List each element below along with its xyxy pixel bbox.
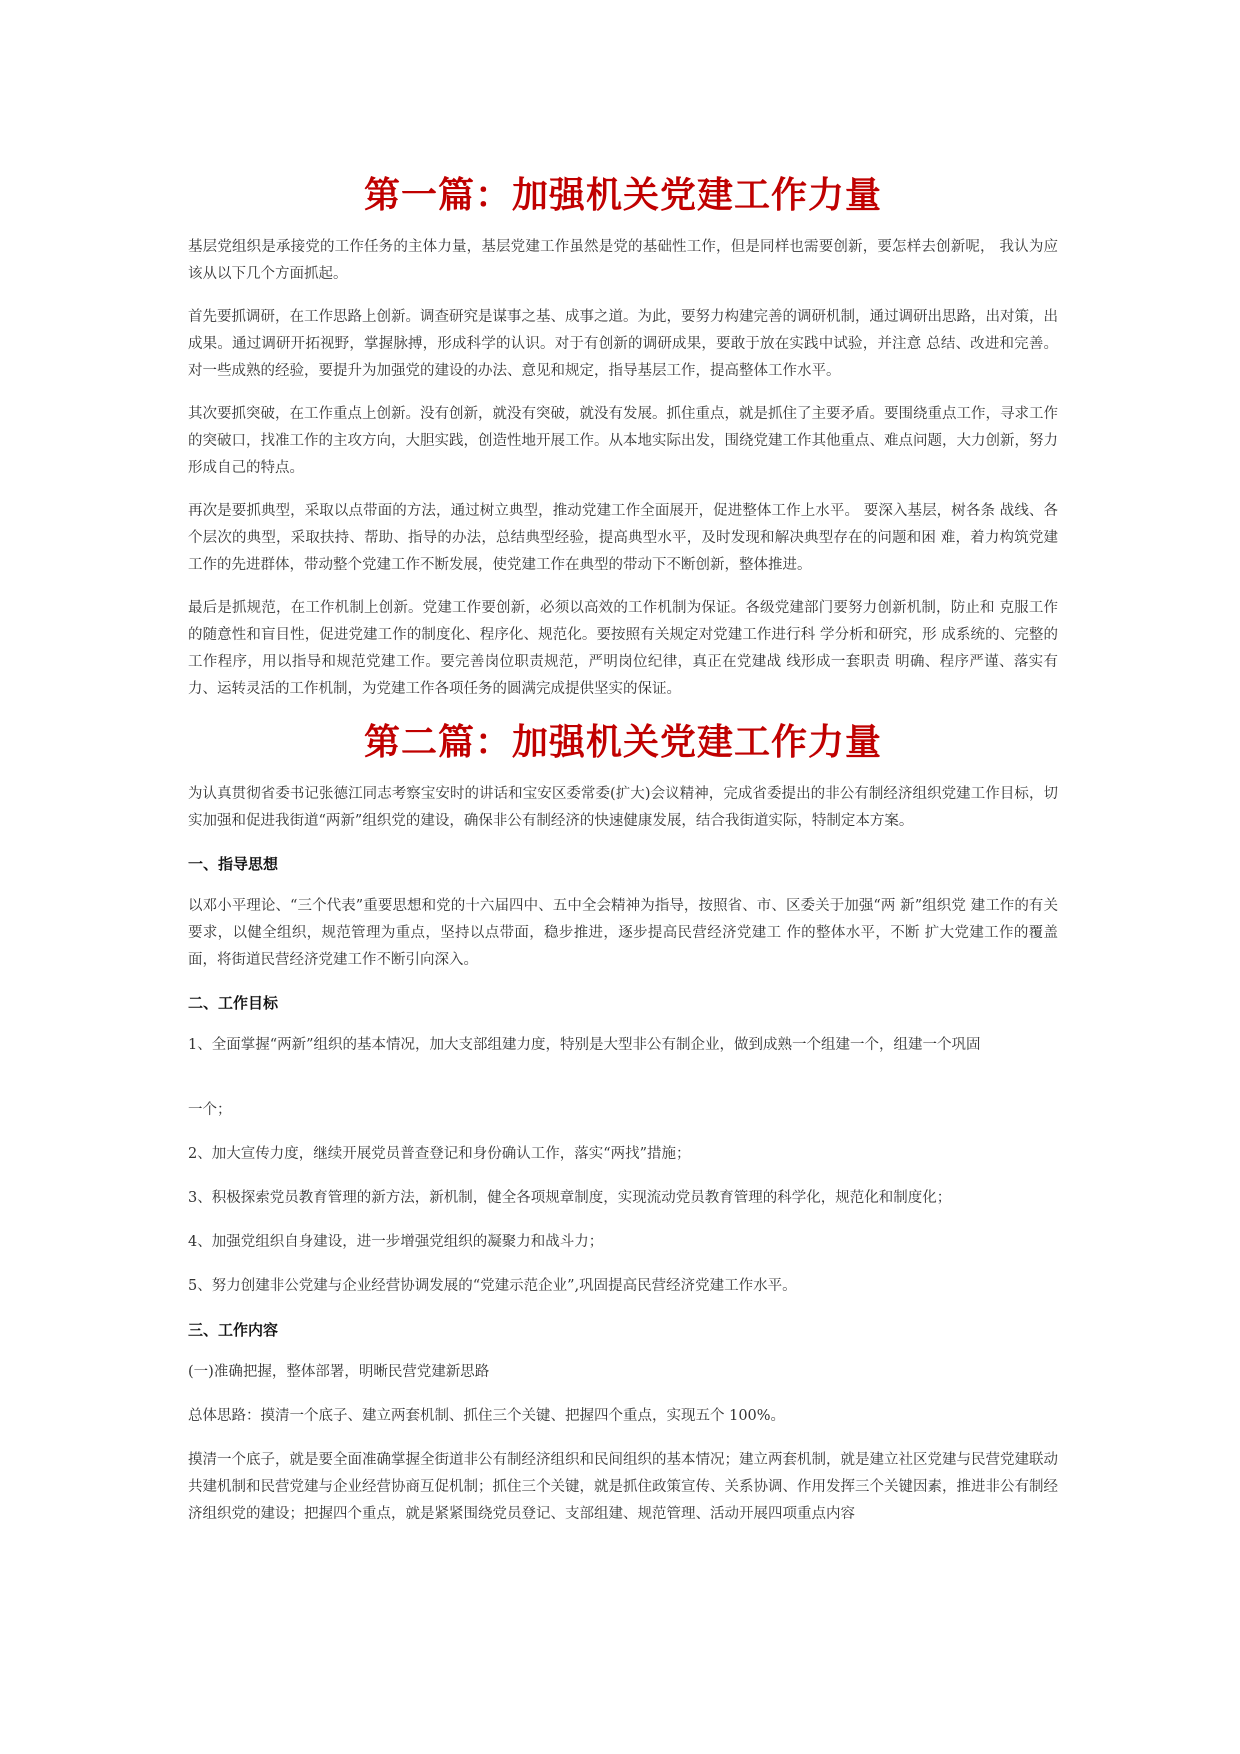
article1-title: 第一篇：加强机关党建工作力量 bbox=[363, 175, 882, 216]
document-page bbox=[188, 172, 1058, 1544]
section-heading-work-goals: 二、工作目标 bbox=[188, 994, 279, 1012]
goal-item-3: 3、积极探索党员教育管理的新方法，新机制，健全各项规章制度，实现流动党员教育管理的科学化，规范化和制度化； bbox=[188, 1190, 952, 1206]
guiding-thought-text: 以邓小平理论、“三个代表”重要思想和党的十六届四中、五中全会精神为指导，按照省、市、区委关于加强“两 新”组织党 建工作的有关要求，以健全组织，规范管理为重点，坚持以点带面，稳步推进，逐步提高民营经济党建工 作的整体水平，不断 扩大党建工作的覆盖面，将街道民营经济党建工作不断引向深入。 bbox=[188, 898, 1058, 968]
goal-item-4: 4、加强党组织自身建设，进一步增强党组织的凝聚力和战斗力； bbox=[188, 1234, 604, 1250]
goal-item-1-continuation: 一个； bbox=[188, 1102, 232, 1118]
article2-title: 第二篇：加强机关党建工作力量 bbox=[363, 722, 882, 763]
section-heading-guiding-thought: 一、指导思想 bbox=[188, 855, 279, 873]
article1-paragraph-5: 最后是抓规范，在工作机制上创新。党建工作要创新，必须以高效的工作机制为保证。各级党建部门要努力创新机制，防止和 克服工作的随意性和盲目性，促进党建工作的制度化、程序化、规范化。要按照有关规定对党建工作进行科 学分析和研究，形 成系统的、完整的工作程序，用以指导和规范党建工作。要完善岗位职责规范，严明岗位纪律，真正在党建战 线形成一套职责 明确、程序严谨、落实有力、运转灵活的工作机制，为党建工作各项任务的圆满完成提供坚实的保证。 bbox=[188, 600, 1058, 697]
article1-paragraph-2: 首先要抓调研，在工作思路上创新。调查研究是谋事之基、成事之道。为此，要努力构建完善的调研机制，通过调研出思路，出对策，出成果。通过调研开拓视野，掌握脉搏，形成科学的认识。对于有创新的调研成果，要敢于放在实践中试验，并注意 总结、改进和完善。对一些成熟的经验，要提升为加强党的建设的办法、意见和规定，指导基层工作，提高整体工作水平。 bbox=[188, 309, 1058, 379]
goal-item-1 bbox=[188, 1032, 1058, 1059]
goal-item-1-line-1: 1、全面掌握“两新”组织的基本情况，加大支部组建力度，特别是大型非公有制企业，做到成熟一个组建一个，组建一个巩固 bbox=[188, 1037, 981, 1053]
article1-paragraph-3: 其次要抓突破，在工作重点上创新。没有创新，就没有突破，就没有发展。抓住重点，就是抓住了主要矛盾。要围绕重点工作，寻求工作的突破口，找准工作的主攻方向，大胆实践，创造性地开展工作。从本地实际出发，围绕党建工作其他重点、难点问题，大力创新，努力形成自己的特点。 bbox=[188, 406, 1058, 476]
overall-approach-text: 总体思路：摸清一个底子、建立两套机制、抓住三个关键、把握四个重点，实现五个 100%。 bbox=[188, 1408, 786, 1424]
work-content-subheading-1: (一)准确把握，整体部署，明晰民营党建新思路 bbox=[188, 1364, 490, 1380]
goal-item-5: 5、努力创建非公党建与企业经营协调发展的“党建示范企业”,巩固提高民营经济党建工作水平。 bbox=[188, 1278, 797, 1294]
article1-paragraph-4: 再次是要抓典型，采取以点带面的方法，通过树立典型，推动党建工作全面展开，促进整体工作上水平。 要深入基层，树各条 战线、各个层次的典型，采取扶持、帮助、指导的办法，总结典型经验，提高典型水平，及时发现和解决典型存在的问题和困 难，着力构筑党建工作的先进群体，带动整个党建工作不断发展，使党建工作在典型的带动下不断创新，整体推进。 bbox=[188, 503, 1058, 573]
section-heading-work-content: 三、工作内容 bbox=[188, 1321, 279, 1339]
approach-detail-text: 摸清一个底子，就是要全面准确掌握全街道非公有制经济组织和民间组织的基本情况；建立两套机制，就是建立社区党建与民营党建联动共建机制和民营党建与企业经营协商互促机制；抓住三个关键，就是抓住政策宣传、关系协调、作用发挥三个关键因素，推进非公有制经济组织党的建设；把握四个重点，就是紧紧围绕党员登记、支部组建、规范管理、活动开展四项重点内容 bbox=[188, 1452, 1058, 1522]
article1-paragraph-1: 基层党组织是承接党的工作任务的主体力量，基层党建工作虽然是党的基础性工作，但是同样也需要创新，要怎样去创新呢， 我认为应该从以下几个方面抓起。 bbox=[188, 239, 1058, 282]
article2-intro: 为认真贯彻省委书记张德江同志考察宝安时的讲话和宝安区委常委(扩大)会议精神，完成省委提出的非公有制经济组织党建工作目标，切实加强和促进我街道“两新”组织党的建设，确保非公有制经济的快速健康发展，结合我街道实际，特制定本方案。 bbox=[188, 786, 1058, 829]
goal-item-2: 2、加大宣传力度，继续开展党员普查登记和身份确认工作，落实“两找”措施； bbox=[188, 1146, 691, 1162]
